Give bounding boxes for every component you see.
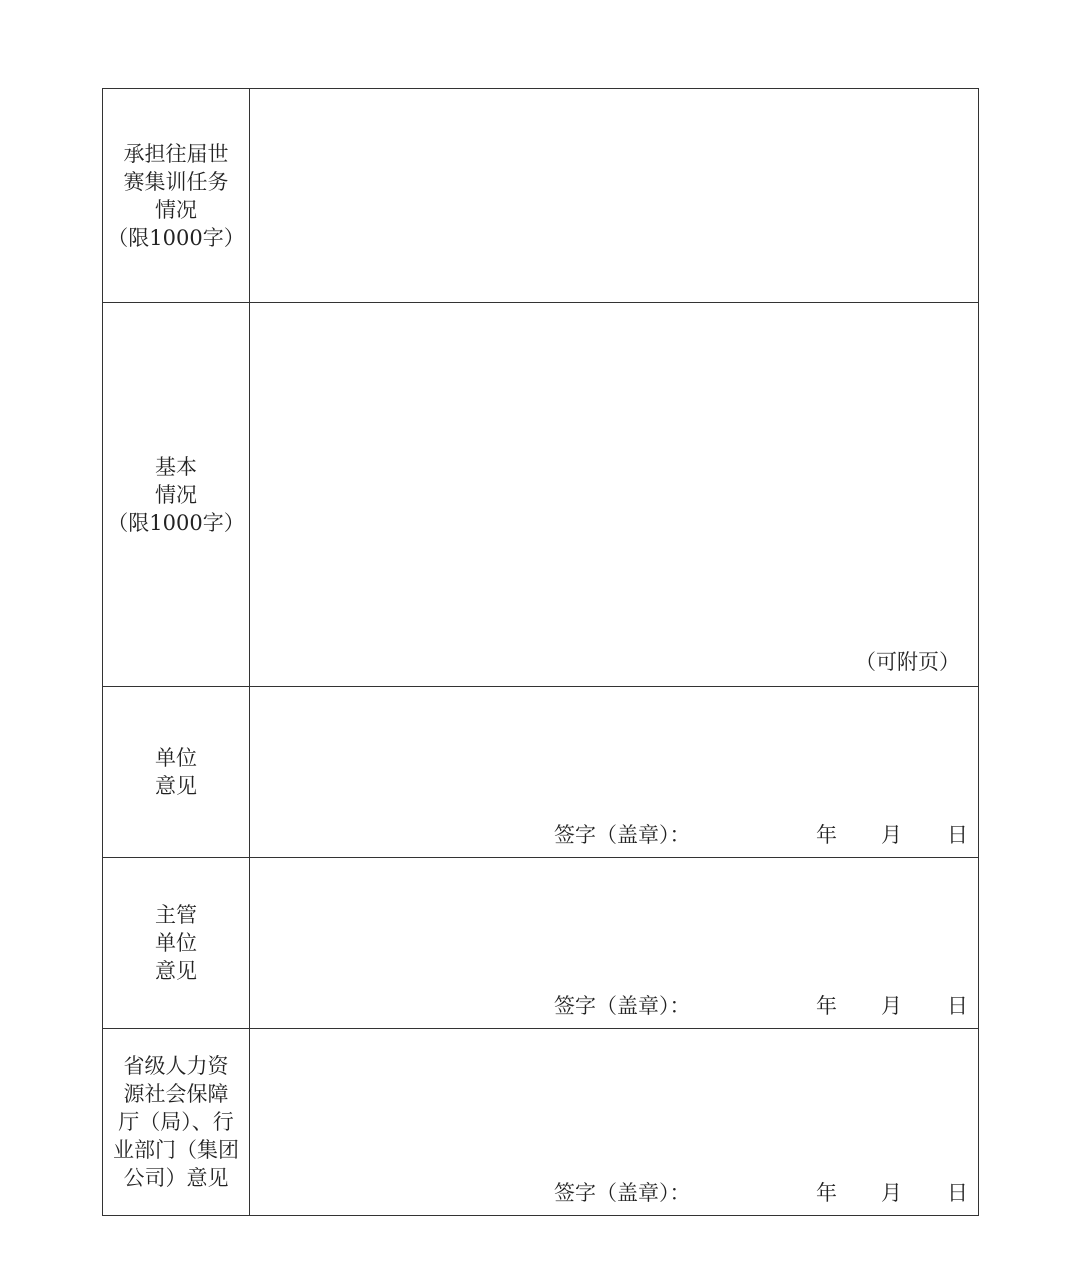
date-year-label: 年 (816, 823, 837, 847)
input-provincial-opinion[interactable] (250, 1029, 979, 1216)
signature-label: 签字（盖章）： (554, 1181, 691, 1205)
date-year-label: 年 (816, 1181, 837, 1205)
signature-row (250, 1179, 978, 1207)
date-month-label: 月 (881, 994, 902, 1018)
application-form-table (102, 88, 979, 1216)
label-cell-provincial-opinion (103, 1029, 250, 1216)
label-basic-info: 基本 情况 （限1000字） (107, 454, 245, 535)
label-cell-unit-opinion (103, 687, 250, 858)
row-provincial-opinion (103, 1029, 979, 1216)
input-past-training-tasks[interactable] (250, 89, 979, 303)
label-cell-past-training-tasks (103, 89, 250, 303)
label-cell-basic-info (103, 303, 250, 687)
signature-label: 签字（盖章）： (554, 823, 691, 847)
row-basic-info (103, 303, 979, 687)
attach-page-note: （可附页） (855, 650, 960, 674)
signature-row (250, 992, 978, 1020)
signature-label: 签字（盖章）： (554, 994, 691, 1018)
date-month-label: 月 (881, 823, 902, 847)
row-supervisor-opinion (103, 858, 979, 1029)
label-past-training-tasks: 承担往届世 赛集训任务 情况 （限1000字） (107, 141, 245, 250)
label-supervisor-opinion: 主管 单位 意见 (155, 903, 197, 983)
input-basic-info[interactable] (250, 303, 979, 687)
date-month-label: 月 (881, 1181, 902, 1205)
label-unit-opinion: 单位 意见 (155, 746, 197, 798)
date-day-label: 日 (947, 994, 968, 1018)
date-year-label: 年 (816, 994, 837, 1018)
row-unit-opinion (103, 687, 979, 858)
label-provincial-opinion: 省级人力资 源社会保障 厅（局）、行 业部门（集团 公司）意见 (113, 1054, 239, 1190)
date-day-label: 日 (947, 1181, 968, 1205)
signature-row (250, 821, 978, 849)
label-cell-supervisor-opinion (103, 858, 250, 1029)
input-supervisor-opinion[interactable] (250, 858, 979, 1029)
date-day-label: 日 (947, 823, 968, 847)
row-past-training-tasks (103, 89, 979, 303)
input-unit-opinion[interactable] (250, 687, 979, 858)
